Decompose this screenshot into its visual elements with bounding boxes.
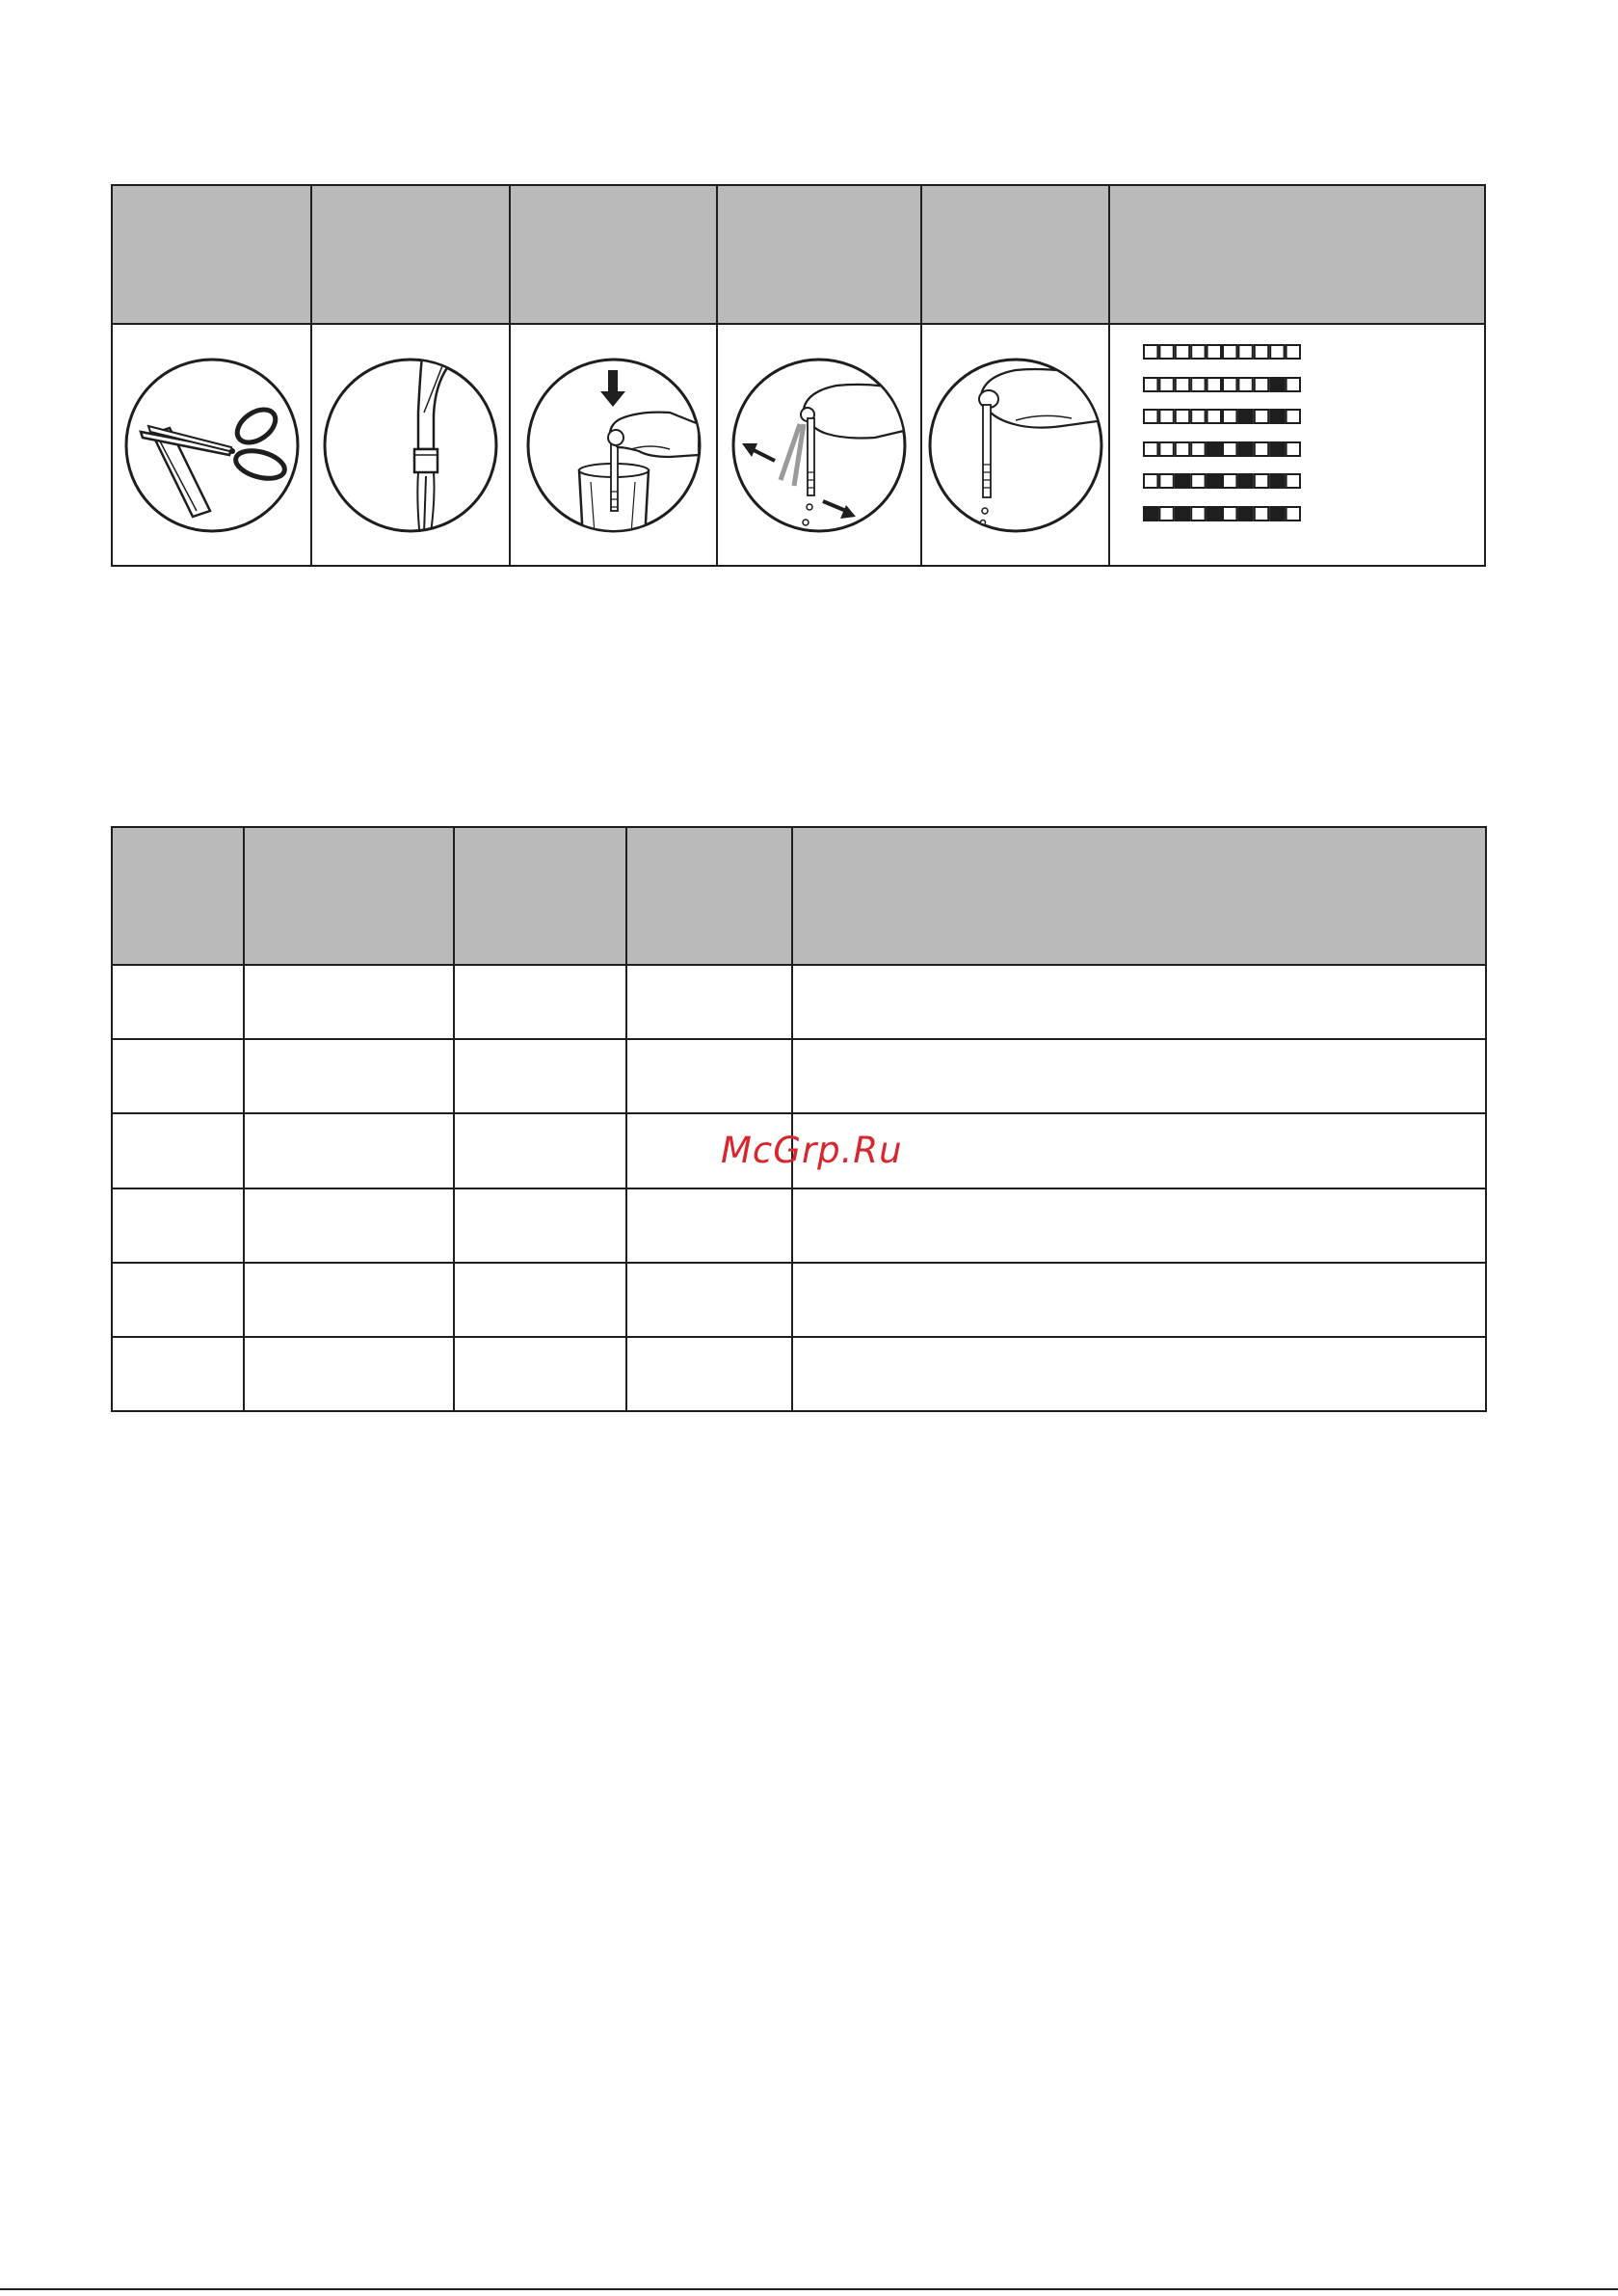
strip-square-white: [1159, 345, 1173, 359]
table-cell: [792, 1263, 1486, 1337]
strip-square-black: [1238, 410, 1252, 423]
header-cell: [112, 185, 311, 324]
strip-square-white: [1176, 345, 1189, 359]
strip-square-black: [1207, 507, 1221, 521]
strip-square-white: [1286, 410, 1300, 423]
table-cell: [244, 1039, 454, 1113]
strip-square-white: [1191, 442, 1205, 456]
hardness-header-row: [112, 827, 1486, 965]
strip-legend-cell: [1109, 324, 1485, 566]
strip-square-white: [1191, 410, 1205, 423]
header-cell: [244, 827, 454, 965]
scissors-cutting-strip-icon: [123, 357, 301, 534]
test-steps-table: [111, 184, 1486, 567]
table-cell: [792, 1337, 1486, 1411]
strip-square-black: [1270, 378, 1284, 391]
strip-square-white: [1144, 410, 1157, 423]
strip-square-white: [1238, 345, 1252, 359]
table-cell: [112, 1263, 244, 1337]
step-cell-2: [311, 324, 510, 566]
steps-header-row: [112, 185, 1485, 324]
footer-rule: [0, 2288, 1618, 2290]
strip-square-white: [1159, 410, 1173, 423]
table-cell: [112, 965, 244, 1039]
table-cell: [792, 1188, 1486, 1263]
step-cell-3: [510, 324, 717, 566]
table-cell: [112, 1039, 244, 1113]
strip-square-white: [1176, 442, 1189, 456]
header-cell: [626, 827, 792, 965]
table-cell: [454, 1039, 626, 1113]
strip-square-white: [1191, 474, 1205, 488]
strip-square-white: [1207, 410, 1221, 423]
table-cell: [792, 1039, 1486, 1113]
header-cell: [1109, 185, 1485, 324]
strip-square-white: [1176, 378, 1189, 391]
table-cell: [244, 1337, 454, 1411]
steps-illustration-row: [112, 324, 1485, 566]
strip-square-white: [1223, 507, 1236, 521]
strip-square-white: [1144, 442, 1157, 456]
table-cell: [626, 1188, 792, 1263]
dip-strip-in-glass-icon: [525, 357, 703, 534]
table-cell: [454, 965, 626, 1039]
table-cell: [454, 1188, 626, 1263]
strip-square-white: [1286, 378, 1300, 391]
header-cell: [717, 185, 921, 324]
table-row: [112, 1188, 1486, 1263]
strip-square-black: [1176, 507, 1189, 521]
table-cell: [112, 1337, 244, 1411]
shake-strip-icon: [730, 357, 908, 534]
test-strip-4: [1143, 441, 1301, 457]
strip-square-white: [1286, 474, 1300, 488]
table-cell: [792, 965, 1486, 1039]
table-cell: [454, 1263, 626, 1337]
table-cell: [244, 1188, 454, 1263]
strip-square-black: [1176, 474, 1189, 488]
step-cell-5: [921, 324, 1109, 566]
strip-square-white: [1223, 345, 1236, 359]
strip-square-white: [1255, 442, 1268, 456]
table-row: [112, 1337, 1486, 1411]
hardness-table: [111, 826, 1487, 1412]
read-strip-icon: [927, 357, 1104, 534]
watermark-text: McGrp.Ru: [721, 1130, 903, 1171]
strip-square-white: [1223, 474, 1236, 488]
strip-square-white: [1191, 507, 1205, 521]
table-cell: [454, 1337, 626, 1411]
table-cell: [454, 1113, 626, 1188]
strip-square-black: [1207, 442, 1221, 456]
header-cell: [510, 185, 717, 324]
table-cell: [112, 1188, 244, 1263]
strip-square-white: [1255, 507, 1268, 521]
header-cell: [311, 185, 510, 324]
table-cell: [244, 1113, 454, 1188]
strip-square-black: [1270, 507, 1284, 521]
strip-square-white: [1207, 378, 1221, 391]
header-cell: [921, 185, 1109, 324]
strip-square-white: [1223, 378, 1236, 391]
strip-square-white: [1144, 345, 1157, 359]
strip-square-black: [1238, 474, 1252, 488]
strip-square-white: [1176, 410, 1189, 423]
strip-square-white: [1255, 410, 1268, 423]
strip-square-white: [1270, 345, 1284, 359]
table-cell: [244, 965, 454, 1039]
strip-square-black: [1270, 410, 1284, 423]
table-cell: [626, 1263, 792, 1337]
table-cell: [244, 1263, 454, 1337]
strip-square-white: [1159, 474, 1173, 488]
table-cell: [626, 1039, 792, 1113]
test-strip-5: [1143, 473, 1301, 489]
strip-square-white: [1286, 442, 1300, 456]
strip-square-white: [1144, 378, 1157, 391]
strip-square-white: [1207, 345, 1221, 359]
table-cell: [626, 1337, 792, 1411]
table-row: [112, 1039, 1486, 1113]
test-strip-2: [1143, 377, 1301, 392]
header-cell: [454, 827, 626, 965]
strip-square-black: [1238, 507, 1252, 521]
strip-square-white: [1286, 345, 1300, 359]
strip-square-black: [1207, 474, 1221, 488]
strip-square-white: [1223, 442, 1236, 456]
strip-square-white: [1159, 507, 1173, 521]
strip-square-white: [1191, 378, 1205, 391]
strip-square-white: [1286, 507, 1300, 521]
step-cell-1: [112, 324, 311, 566]
test-strip-3: [1143, 409, 1301, 424]
test-strip-1: [1143, 344, 1301, 360]
strip-square-black: [1144, 507, 1157, 521]
table-cell: [626, 965, 792, 1039]
strip-square-white: [1144, 474, 1157, 488]
strip-square-white: [1255, 474, 1268, 488]
strip-square-black: [1270, 442, 1284, 456]
header-cell: [112, 827, 244, 965]
strip-square-white: [1223, 410, 1236, 423]
strip-square-white: [1255, 378, 1268, 391]
strip-square-white: [1238, 378, 1252, 391]
table-row: [112, 965, 1486, 1039]
strip-square-white: [1255, 345, 1268, 359]
strip-square-black: [1238, 442, 1252, 456]
header-cell: [792, 827, 1486, 965]
strip-square-white: [1191, 345, 1205, 359]
table-cell: [112, 1113, 244, 1188]
strip-square-white: [1159, 442, 1173, 456]
strip-square-white: [1159, 378, 1173, 391]
strip-square-black: [1270, 474, 1284, 488]
step-cell-4: [717, 324, 921, 566]
test-strip-6: [1143, 506, 1301, 521]
running-tap-icon: [322, 357, 499, 534]
table-row: [112, 1263, 1486, 1337]
strip-legend: [1110, 325, 1484, 521]
